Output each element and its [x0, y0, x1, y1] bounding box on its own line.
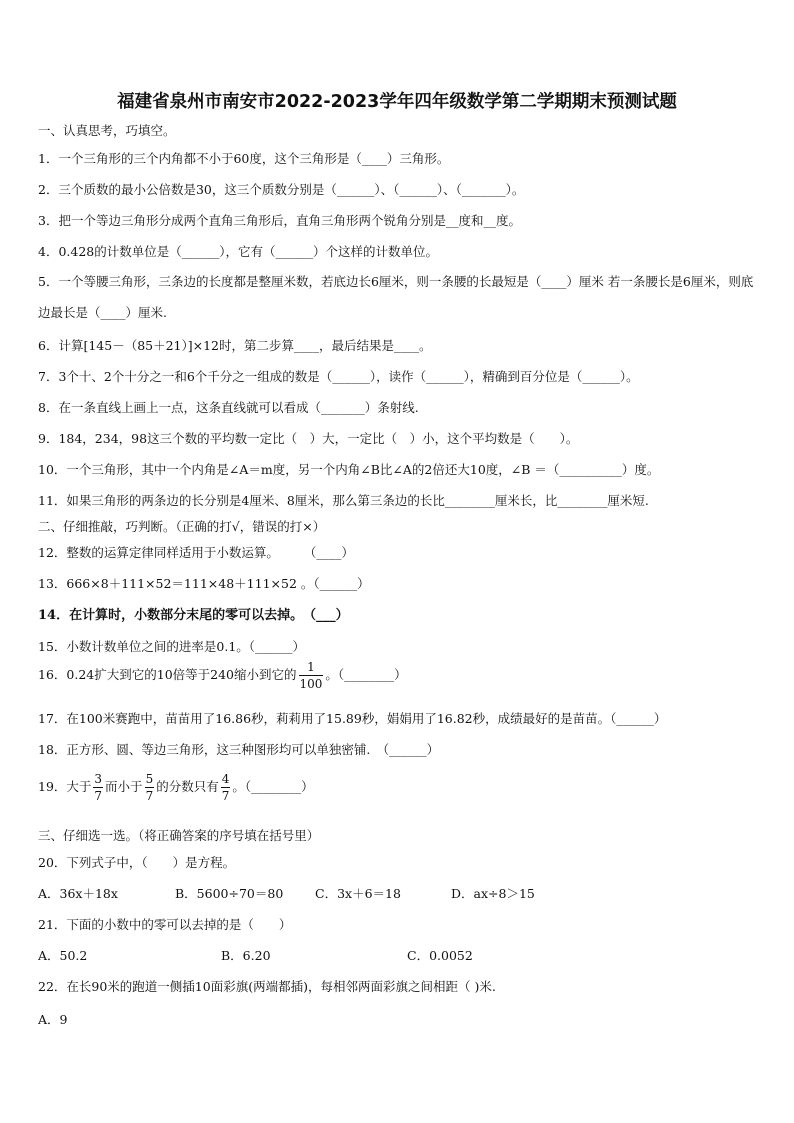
fraction-numerator: 4 — [221, 772, 230, 786]
question-15: 15．小数计数单位之间的进率是0.1。（______） — [38, 639, 306, 654]
question-19-text-a: 19．大于 — [38, 779, 92, 794]
option-b: B．5600÷70＝80 — [175, 886, 284, 901]
question-12: 12．整数的运算定律同样适用于小数运算。 （____） — [38, 545, 354, 560]
option-c: C．0.0052 — [407, 948, 473, 963]
section-2-heading: 二、仔细推敲，巧判断。（正确的打√，错误的打×） — [38, 519, 326, 534]
fraction-denominator: 7 — [145, 789, 154, 803]
question-5: 5．一个等腰三角形，三条边的长度都是整厘米数，若底边长6厘米，则一条腰的长最短是（____）厘米 若一条腰长是6厘米，则底边最长是（____）厘米. — [38, 274, 754, 320]
question-16-answer: 。（________） — [325, 667, 407, 682]
question-11: 11．如果三角形的两条边的长分别是4厘米、8厘米，那么第三条边的长比________厘米长，比________厘米短. — [38, 493, 649, 508]
question-18: 18．正方形、圆、等边三角形，这三种图形均可以单独密铺. （______） — [38, 742, 440, 757]
question-7: 7．3个十、2个十分之一和6个千分之一组成的数是（______），读作（______），精确到百分位是（______）。 — [38, 369, 639, 384]
fraction-numerator: 3 — [94, 772, 103, 786]
question-10: 10．一个三角形，其中一个内角是∠A＝m度，另一个内角∠B比∠A的2倍还大10度，∠B ＝（__________）度。 — [38, 462, 660, 477]
fraction-denominator: 7 — [221, 789, 230, 803]
question-19 — [38, 773, 758, 802]
fraction-5-7 — [145, 773, 155, 802]
option-d: D．ax÷8＞15 — [451, 886, 535, 901]
question-22: 22．在长90米的跑道一侧插10面彩旗(两端都插)，每相邻两面彩旗之间相距（ )米. — [38, 979, 496, 994]
fraction-denominator: 7 — [94, 789, 103, 803]
question-20-options — [38, 884, 758, 902]
question-16-text: 16．0.24扩大到它的10倍等于240缩小到它的 — [38, 667, 297, 682]
section-3-heading: 三、仔细选一选。（将正确答案的序号填在括号里） — [38, 828, 320, 843]
option-a: A．36x＋18x — [38, 886, 118, 901]
question-6: 6．计算[145－（85＋21）]×12时，第二步算____，最后结果是____。 — [38, 338, 432, 353]
page-title: 福建省泉州市南安市2022-2023学年四年级数学第二学期期末预测试题 — [117, 92, 677, 112]
option-a: A．50.2 — [38, 948, 88, 963]
question-17: 17．在100米赛跑中，苗苗用了16.86秒，莉莉用了15.89秒，娟娟用了16.82秒，成绩最好的是苗苗。（______） — [38, 711, 667, 726]
question-16 — [38, 661, 758, 690]
fraction-denominator: 100 — [299, 677, 323, 691]
question-3: 3．把一个等边三角形分成两个直角三角形后，直角三角形两个锐角分别是__度和__度。 — [38, 213, 521, 228]
option-b: B．6.20 — [221, 948, 271, 963]
section-1-heading: 一、认真思考，巧填空。 — [38, 123, 176, 138]
question-19-text-b: 而小于 — [105, 779, 143, 794]
question-22-options — [38, 1010, 758, 1028]
question-4: 4．0.428的计数单位是（______），它有（______）个这样的计数单位。 — [38, 244, 438, 259]
fraction-3-7 — [93, 773, 103, 802]
question-13: 13．666×8＋111×52＝111×48＋111×52 。（______） — [38, 576, 370, 591]
question-20: 20．下列式子中，（ ）是方程。 — [38, 855, 236, 870]
question-9: 9．184，234，98这三个数的平均数一定比（ ）大，一定比（ ）小，这个平均数是（ ）。 — [38, 431, 579, 446]
question-21-options — [38, 946, 758, 964]
fraction-4-7 — [221, 773, 231, 802]
question-19-answer: 。（________） — [232, 779, 314, 794]
option-a: A．9 — [38, 1012, 68, 1027]
question-14: 14．在计算时，小数部分末尾的零可以去掉。 （___） — [38, 608, 349, 623]
question-1: 1．一个三角形的三个内角都不小于60度，这个三角形是（____）三角形。 — [38, 151, 450, 166]
question-2: 2．三个质数的最小公倍数是30，这三个质数分别是（______）、（______）、（_______）。 — [38, 182, 525, 197]
option-c: C．3x＋6＝18 — [315, 886, 401, 901]
fraction-1-100 — [299, 661, 324, 690]
fraction-numerator: 1 — [299, 661, 324, 676]
question-21: 21．下面的小数中的零可以去掉的是（ ） — [38, 917, 292, 932]
question-19-text-c: 的分数只有 — [156, 779, 219, 794]
fraction-numerator: 5 — [145, 772, 154, 786]
question-8: 8．在一条直线上画上一点，这条直线就可以看成（_______）条射线. — [38, 400, 419, 415]
